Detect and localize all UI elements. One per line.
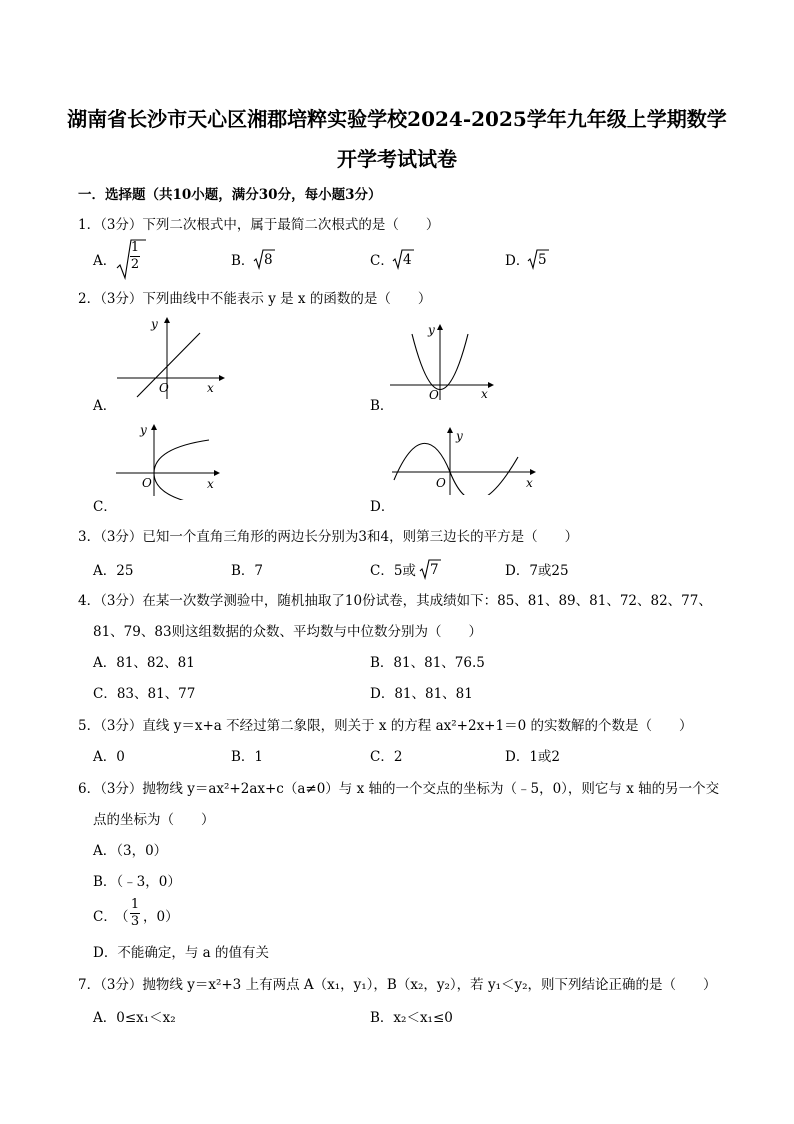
question-3-stem: 3．（3分）已知一个直角三角形的两边长分别为3和4，则第三边长的平方是（ ） xyxy=(78,529,579,545)
x-axis-label: x xyxy=(207,381,214,395)
question-1-stem: 1．（3分）下列二次根式中，属于最简二次根式的是（ ） xyxy=(78,217,440,233)
q4-option-d: D．81、81、81 xyxy=(370,686,473,702)
q1-d-radicand: 5 xyxy=(538,252,547,268)
question-4-stem-line1: 4．（3分）在某一次数学测验中，随机抽取了10份试卷，其成绩如下：85、81、89、81、72、82、77、 xyxy=(78,593,712,609)
q3-c-radicand: 7 xyxy=(430,562,439,578)
question-6-stem-line2: 点的坐标为（ ） xyxy=(93,812,215,828)
q6-option-c-open-paren: （ xyxy=(115,909,129,925)
origin-label: O xyxy=(436,476,446,490)
q3-option-b: B．7 xyxy=(231,563,264,579)
origin-label: O xyxy=(159,381,169,395)
q2-option-b-label: B． xyxy=(370,398,394,414)
y-axis-label: y xyxy=(428,323,435,337)
question-7-stem: 7．（3分）抛物线 y＝x²+3 上有两点 A（x₁，y₁），B（x₂，y₂），若 y₁＜y₂，则下列结论正确的是（ ） xyxy=(78,977,717,993)
q1-option-b-label: B． xyxy=(231,253,255,269)
q6-option-b: B．（﹣3，0） xyxy=(93,874,181,890)
x-axis-label: x xyxy=(207,477,214,491)
q6-c-numerator: 1 xyxy=(130,897,140,912)
q5-option-a: A．0 xyxy=(93,749,125,765)
question-6-stem-line1: 6．（3分）抛物线 y＝ax²+2ax+c（a≠0）与 x 轴的一个交点的坐标为（﹣5，0），则它与 x 轴的另一个交 xyxy=(78,781,720,797)
q6-c-denominator: 3 xyxy=(130,914,140,929)
q2-graph-a-line xyxy=(115,315,225,400)
q1-b-radicand: 8 xyxy=(264,252,273,268)
q1-option-d-radical xyxy=(527,248,549,270)
x-axis-label: x xyxy=(526,476,533,490)
q3-option-c: C．5或 xyxy=(370,563,416,579)
q1-option-d-label: D． xyxy=(505,253,530,269)
q1-option-b-radical xyxy=(253,248,275,270)
q7-option-a: A．0≤x₁＜x₂ xyxy=(93,1010,176,1026)
q6-option-c-label: C． xyxy=(93,909,117,925)
y-axis-label: y xyxy=(456,429,463,443)
q4-option-b: B．81、81、76.5 xyxy=(370,655,485,671)
q6-option-d: D．不能确定，与 a 的值有关 xyxy=(93,945,269,961)
question-4-stem-line2: 81、79、83则这组数据的众数、平均数与中位数分别为（ ） xyxy=(93,624,483,640)
q1-option-a-label: A． xyxy=(93,253,117,269)
y-axis-label: y xyxy=(140,423,147,437)
question-5-stem: 5．（3分）直线 y＝x+a 不经过第二象限，则关于 x 的方程 ax²+2x+1＝0 的实数解的个数是（ ） xyxy=(78,718,693,734)
q2-graph-d-sine-curve xyxy=(390,425,540,495)
q4-option-c: C．83、81、77 xyxy=(93,686,196,702)
q2-graph-c-sideways-parabola xyxy=(114,420,224,500)
q1-option-c-label: C． xyxy=(370,253,394,269)
q3-option-c-radical xyxy=(419,558,441,580)
section-header: 一．选择题（共10小题，满分30分，每小题3分） xyxy=(78,187,382,203)
q5-option-d: D．1或2 xyxy=(505,749,561,765)
q7-option-b: B．x₂＜x₁≤0 xyxy=(370,1010,453,1026)
q3-option-a: A．25 xyxy=(93,563,134,579)
x-axis-label: x xyxy=(481,387,488,401)
q1-a-numerator: 1 xyxy=(130,240,140,255)
q5-option-b: B．1 xyxy=(231,749,264,765)
q6-option-c-tail: ，0） xyxy=(143,909,179,925)
question-2-stem: 2．（3分）下列曲线中不能表示 y 是 x 的函数的是（ ） xyxy=(78,291,432,307)
q1-option-a-radical xyxy=(116,238,146,280)
document-title-line1: 湖南省长沙市天心区湘郡培粹实验学校2024-2025学年九年级上学期数学 xyxy=(67,107,727,131)
origin-label: O xyxy=(429,388,439,402)
q2-option-c-label: C． xyxy=(93,499,117,515)
q6-option-a: A．（3，0） xyxy=(93,843,168,859)
q2-option-a-label: A． xyxy=(93,398,117,414)
q6-option-c-fraction xyxy=(130,898,140,929)
q4-option-a: A．81、82、81 xyxy=(93,655,195,671)
q5-option-c: C．2 xyxy=(370,749,403,765)
q1-c-radicand: 4 xyxy=(403,252,412,268)
q1-a-denominator: 2 xyxy=(130,257,140,272)
q2-graph-b-parabola xyxy=(388,320,498,402)
document-title-line2: 开学考试试卷 xyxy=(337,147,457,171)
q2-option-d-label: D． xyxy=(370,499,395,515)
q3-option-d: D．7或25 xyxy=(505,563,569,579)
y-axis-label: y xyxy=(151,317,158,331)
q1-option-c-radical xyxy=(392,248,414,270)
origin-label: O xyxy=(142,476,152,490)
